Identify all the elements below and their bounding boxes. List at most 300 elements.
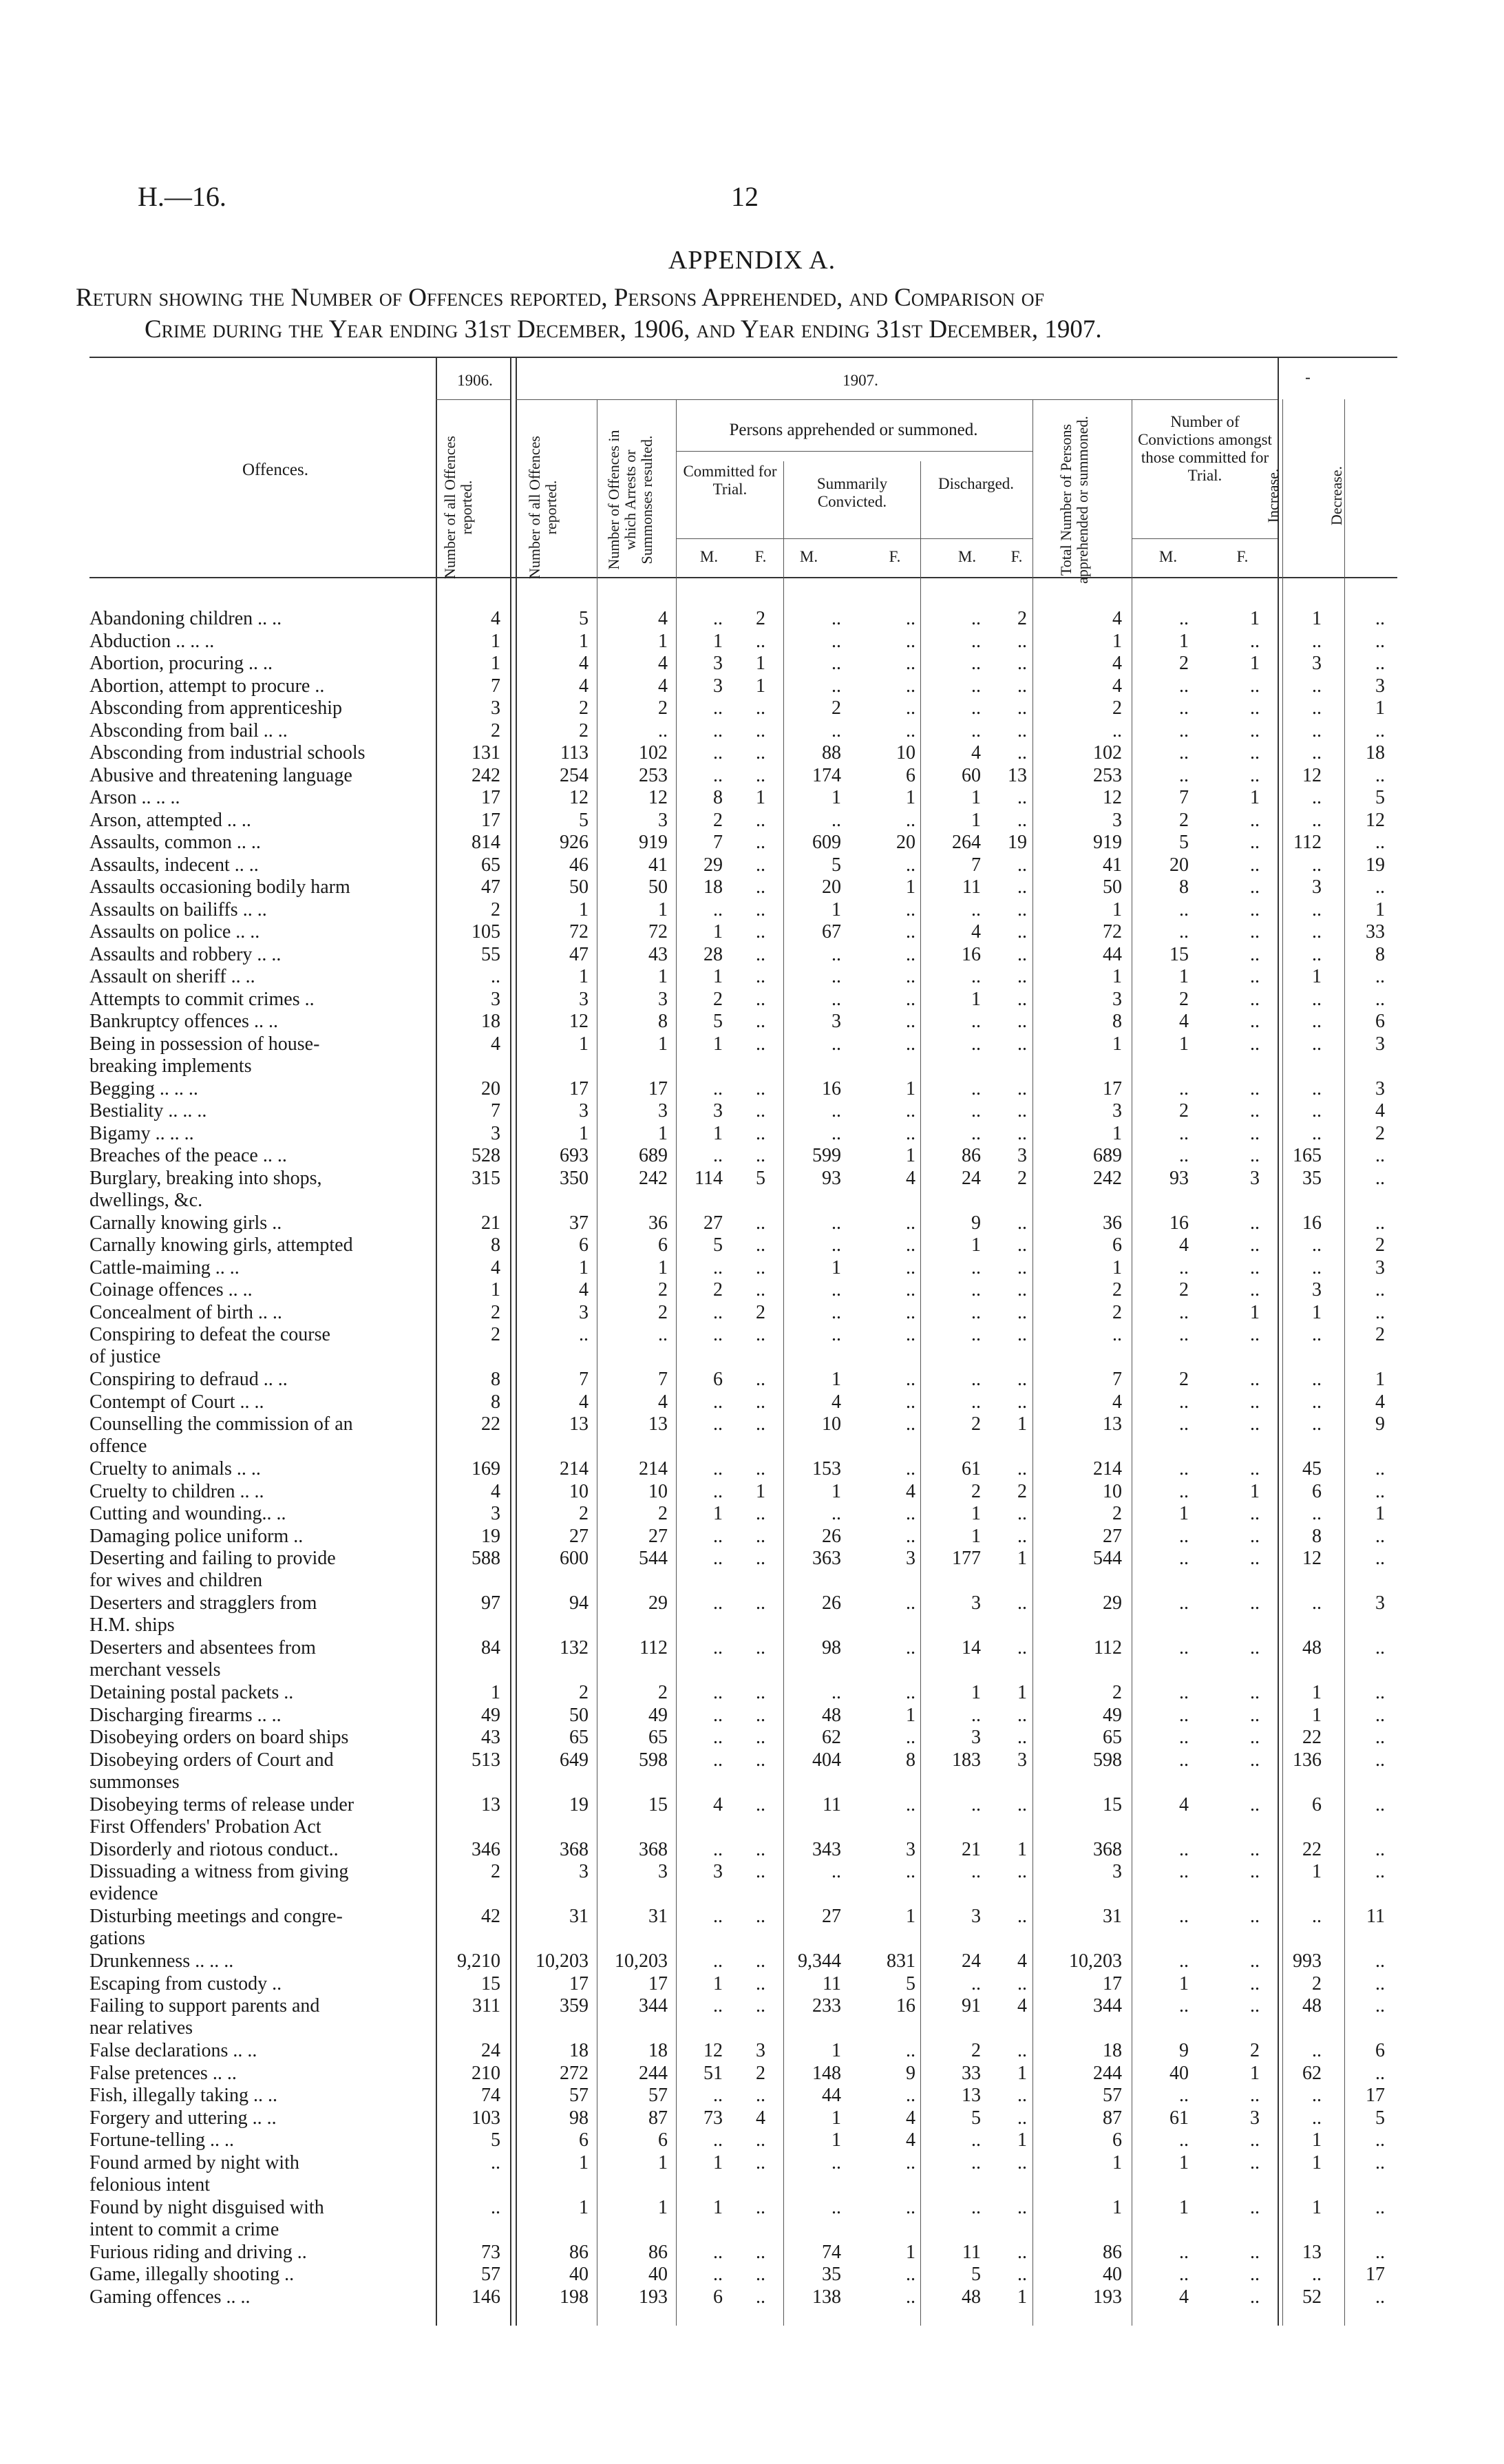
cell-summarily-m: 74 <box>822 2241 841 2263</box>
cell-decrease: 1 <box>1375 1369 1385 1390</box>
cell-convictions-f: .. <box>1250 2129 1260 2151</box>
cell-resulted: 4 <box>658 1391 668 1413</box>
cell-resulted: 10,203 <box>615 1950 668 1972</box>
cell-decrease: .. <box>1375 764 1385 786</box>
cell-decrease: .. <box>1375 1145 1385 1166</box>
offence-name: Assaults on bailiffs .. .. <box>89 898 267 920</box>
cell-discharged-m: 91 <box>962 1995 981 2017</box>
cell-convictions-f: .. <box>1250 1704 1260 1726</box>
cell-summarily-f: .. <box>906 1727 915 1748</box>
cell-summarily-f: 9 <box>906 2062 915 2084</box>
cell-reported-1906: 43 <box>481 1727 500 1748</box>
cell-discharged-m: 4 <box>971 742 981 764</box>
cell-committed-f: .. <box>756 1011 765 1032</box>
cell-reported-1907: 1 <box>579 966 589 987</box>
cell-discharged-m: .. <box>971 1301 981 1323</box>
cell-discharged-f: .. <box>1017 898 1027 920</box>
cell-discharged-m: 7 <box>971 854 981 876</box>
cell-committed-f: .. <box>756 1793 765 1815</box>
cell-discharged-m: 183 <box>952 1749 981 1771</box>
cell-decrease: .. <box>1375 1793 1385 1815</box>
cell-committed-f: 1 <box>756 653 765 674</box>
cell-summarily-f: .. <box>906 1100 915 1122</box>
cell-decrease: .. <box>1375 1727 1385 1748</box>
cell-committed-f: .. <box>756 1682 765 1703</box>
cell-decrease: .. <box>1375 1458 1385 1480</box>
table-row <box>0 832 1504 854</box>
cell-increase: 48 <box>1302 1995 1322 2017</box>
offence-name: Bestiality .. .. .. <box>89 1100 207 1122</box>
offence-name: Found armed by night with felonious intent <box>89 2151 299 2196</box>
cell-convictions-m: .. <box>1179 1548 1189 1569</box>
offence-name: Assaults and robbery .. .. <box>89 943 282 965</box>
cell-increase: 3 <box>1312 1279 1322 1301</box>
cell-reported-1906: 103 <box>472 2107 500 2129</box>
cell-convictions-f: .. <box>1250 2085 1260 2106</box>
table-row <box>0 1727 1504 1749</box>
cell-committed-m: 3 <box>713 1861 723 1882</box>
cell-resulted: 2 <box>658 1301 668 1323</box>
cell-discharged-m: .. <box>971 630 981 652</box>
cell-summarily-m: 16 <box>822 1077 841 1099</box>
cell-decrease: 6 <box>1375 2040 1385 2061</box>
cell-reported-1907: 1 <box>579 630 589 652</box>
cell-discharged-f: .. <box>1017 1234 1027 1256</box>
cell-reported-1906: 2 <box>491 1324 500 1345</box>
table-row <box>0 675 1504 698</box>
cell-convictions-f: .. <box>1250 675 1260 697</box>
cell-convictions-f: .. <box>1250 2241 1260 2263</box>
cell-reported-1906: 7 <box>491 675 500 697</box>
cell-convictions-m: .. <box>1179 675 1189 697</box>
cell-summarily-f: .. <box>906 1033 915 1055</box>
cell-reported-1907: 19 <box>569 1793 589 1815</box>
cell-increase: 1 <box>1312 608 1322 629</box>
cell-total: 29 <box>1103 1592 1122 1614</box>
table-row <box>0 1682 1504 1705</box>
col-persons: Persons apprehended or summoned. <box>729 421 978 439</box>
cell-discharged-m: 24 <box>962 1167 981 1189</box>
cell-convictions-m: 61 <box>1169 2107 1189 2129</box>
cell-committed-f: .. <box>756 2264 765 2285</box>
cell-convictions-f: .. <box>1250 921 1260 943</box>
table-row <box>0 1279 1504 1302</box>
cell-convictions-m: 4 <box>1179 2286 1189 2308</box>
cell-resulted: 1 <box>658 1033 668 1055</box>
cell-discharged-m: 33 <box>962 2062 981 2084</box>
cell-convictions-m: .. <box>1179 2085 1189 2106</box>
cell-committed-m: .. <box>713 2264 723 2285</box>
cell-resulted: 919 <box>639 832 668 853</box>
cell-reported-1907: 6 <box>579 2129 589 2151</box>
cell-reported-1907: 12 <box>569 787 589 808</box>
cell-increase: .. <box>1312 2264 1322 2285</box>
cell-summarily-f: .. <box>906 1234 915 1256</box>
offence-name: Deserters and absentees from merchant vessels <box>89 1637 316 1681</box>
cell-increase: 12 <box>1302 764 1322 786</box>
cell-convictions-m: .. <box>1179 1525 1189 1547</box>
cell-convictions-m: .. <box>1179 697 1189 719</box>
cell-convictions-f: .. <box>1250 966 1260 987</box>
cell-resulted: .. <box>658 719 668 741</box>
cell-summarily-m: 9,344 <box>798 1950 841 1972</box>
committed-f: F. <box>754 548 767 565</box>
cell-reported-1907: 1 <box>579 2151 589 2173</box>
table-row <box>0 899 1504 922</box>
cell-reported-1907: 4 <box>579 675 589 697</box>
cell-resulted: 3 <box>658 1861 668 1882</box>
cell-reported-1907: 86 <box>569 2241 589 2263</box>
sub-rule <box>676 451 1032 452</box>
cell-summarily-m: 44 <box>822 2085 841 2106</box>
cell-committed-f: .. <box>756 1458 765 1480</box>
cell-increase: 3 <box>1312 876 1322 898</box>
cell-discharged-f: 2 <box>1017 1480 1027 1502</box>
table-row <box>0 1705 1504 1727</box>
cell-reported-1907: 17 <box>569 1077 589 1099</box>
cell-committed-f: .. <box>756 1727 765 1748</box>
cell-committed-f: .. <box>756 2151 765 2173</box>
cell-reported-1906: 346 <box>472 1838 500 1860</box>
cell-convictions-f: .. <box>1250 1637 1260 1659</box>
cell-summarily-m: 4 <box>832 1391 841 1413</box>
cell-committed-f: .. <box>756 1413 765 1435</box>
cell-convictions-m: .. <box>1179 921 1189 943</box>
cell-discharged-m: 1 <box>971 1525 981 1547</box>
cell-summarily-m: 153 <box>812 1458 841 1480</box>
cell-reported-1906: 57 <box>481 2264 500 2285</box>
cell-decrease: .. <box>1375 2196 1385 2218</box>
cell-committed-f: .. <box>756 1234 765 1256</box>
cell-increase: 45 <box>1302 1458 1322 1480</box>
cell-total: 12 <box>1103 787 1122 808</box>
cell-committed-m: .. <box>713 1838 723 1860</box>
cell-increase: 35 <box>1302 1167 1322 1189</box>
cell-convictions-f: .. <box>1250 1749 1260 1771</box>
cell-discharged-f: .. <box>1017 2040 1027 2061</box>
cell-convictions-f: .. <box>1250 1727 1260 1748</box>
cell-discharged-f: 1 <box>1017 2062 1027 2084</box>
cell-decrease: .. <box>1375 1525 1385 1547</box>
cell-resulted: 29 <box>648 1592 668 1614</box>
cell-reported-1907: 1 <box>579 2196 589 2218</box>
cell-decrease: .. <box>1375 1995 1385 2017</box>
cell-summarily-f: 5 <box>906 1972 915 1994</box>
offence-name: Counselling the commission of an offence <box>89 1413 353 1457</box>
cell-convictions-m: 1 <box>1179 966 1189 987</box>
cell-convictions-m: .. <box>1179 1592 1189 1614</box>
cell-discharged-f: .. <box>1017 1324 1027 1345</box>
cell-increase: 1 <box>1312 1301 1322 1323</box>
cell-committed-f: 4 <box>756 2107 765 2129</box>
cell-discharged-f: .. <box>1017 1256 1027 1278</box>
cell-summarily-m: .. <box>832 1100 841 1122</box>
cell-discharged-f: .. <box>1017 2196 1027 2218</box>
cell-convictions-m: 2 <box>1179 1100 1189 1122</box>
offence-name: Forgery and uttering .. .. <box>89 2107 277 2129</box>
cell-reported-1906: 528 <box>472 1145 500 1166</box>
cell-convictions-f: 1 <box>1250 2062 1260 2084</box>
cell-discharged-f: .. <box>1017 1458 1027 1480</box>
cell-summarily-m: 11 <box>823 1972 841 1994</box>
cell-total: 1 <box>1112 2151 1122 2173</box>
cell-increase: 1 <box>1312 2151 1322 2173</box>
cell-convictions-f: .. <box>1250 876 1260 898</box>
offence-name: Coinage offences .. .. <box>89 1279 253 1301</box>
cell-reported-1906: 2 <box>491 1861 500 1882</box>
cell-resulted: 49 <box>648 1704 668 1726</box>
col-reported-1906: Number of all Offences reported. <box>441 436 475 579</box>
cell-reported-1907: 50 <box>569 876 589 898</box>
sub-rule <box>516 399 1278 400</box>
cell-total: 368 <box>1093 1838 1122 1860</box>
cell-resulted: 2 <box>658 1279 668 1301</box>
cell-total: 2 <box>1112 1503 1122 1524</box>
cell-discharged-m: .. <box>971 1279 981 1301</box>
cell-total: 50 <box>1103 876 1122 898</box>
cell-committed-m: .. <box>713 1704 723 1726</box>
cell-committed-m: 2 <box>713 1279 723 1301</box>
cell-committed-m: .. <box>713 1077 723 1099</box>
cell-decrease: 3 <box>1375 1592 1385 1614</box>
cell-committed-f: 2 <box>756 608 765 629</box>
cell-reported-1906: 4 <box>491 1033 500 1055</box>
cell-convictions-m: 40 <box>1169 2062 1189 2084</box>
cell-summarily-f: .. <box>906 1324 915 1345</box>
cell-total: 1 <box>1112 1033 1122 1055</box>
table-row <box>0 2286 1504 2309</box>
cell-reported-1906: 65 <box>481 854 500 876</box>
cell-committed-m: 2 <box>713 809 723 831</box>
cell-increase: 112 <box>1293 832 1322 853</box>
cell-convictions-m: 4 <box>1179 1234 1189 1256</box>
cell-resulted: 1 <box>658 2196 668 2218</box>
cell-summarily-m: .. <box>832 2151 841 2173</box>
cell-committed-m: 1 <box>713 966 723 987</box>
table-row <box>0 810 1504 832</box>
cell-reported-1907: 5 <box>579 608 589 629</box>
cell-discharged-f: .. <box>1017 1279 1027 1301</box>
offence-name: Assaults, common .. .. <box>89 832 261 853</box>
cell-summarily-m: .. <box>832 1503 841 1524</box>
discharged-f: F. <box>1010 548 1023 565</box>
cell-convictions-f: 3 <box>1250 1167 1260 1189</box>
cell-reported-1906: 242 <box>472 764 500 786</box>
cell-reported-1907: 2 <box>579 697 589 719</box>
cell-summarily-m: .. <box>832 809 841 831</box>
cell-discharged-f: 2 <box>1017 608 1027 629</box>
cell-resulted: 2 <box>658 697 668 719</box>
cell-reported-1907: 17 <box>569 1972 589 1994</box>
cell-convictions-m: .. <box>1179 898 1189 920</box>
cell-committed-m: 5 <box>713 1011 723 1032</box>
cell-resulted: 40 <box>648 2264 668 2285</box>
cell-committed-f: .. <box>756 697 765 719</box>
cell-committed-f: .. <box>756 898 765 920</box>
cell-committed-m: 4 <box>713 1793 723 1815</box>
cell-summarily-m: .. <box>832 1122 841 1144</box>
cell-committed-f: .. <box>756 1749 765 1771</box>
cell-committed-m: .. <box>713 1548 723 1569</box>
cell-reported-1907: 3 <box>579 1301 589 1323</box>
cell-reported-1907: 649 <box>560 1749 589 1771</box>
table-row <box>0 1637 1504 1682</box>
cell-increase: 22 <box>1302 1838 1322 1860</box>
cell-total: 6 <box>1112 2129 1122 2151</box>
offence-name: Arson .. .. .. <box>89 787 180 808</box>
col-offences-resulted: Number of Offences in which Arrests or Summonses resulted. <box>605 430 655 570</box>
cell-resulted: 65 <box>648 1727 668 1748</box>
cell-increase: .. <box>1312 697 1322 719</box>
cell-total: .. <box>1112 719 1122 741</box>
cell-increase: .. <box>1312 1011 1322 1032</box>
cell-convictions-f: .. <box>1250 630 1260 652</box>
cell-reported-1906: 13 <box>481 1793 500 1815</box>
cell-discharged-f: 1 <box>1017 1682 1027 1703</box>
cell-total: 3 <box>1112 1861 1122 1882</box>
cell-convictions-f: 2 <box>1250 2040 1260 2061</box>
cell-convictions-m: .. <box>1179 1637 1189 1659</box>
cell-convictions-m: 15 <box>1169 943 1189 965</box>
table-row <box>0 1794 1504 1839</box>
cell-resulted: 3 <box>658 1100 668 1122</box>
cell-committed-f: .. <box>756 2085 765 2106</box>
cell-discharged-f: .. <box>1017 675 1027 697</box>
table-row <box>0 653 1504 675</box>
offence-name: False declarations .. .. <box>89 2040 257 2061</box>
table-row <box>0 1861 1504 1906</box>
offence-name: Abandoning children .. .. <box>89 608 282 629</box>
cell-convictions-m: 1 <box>1179 2151 1189 2173</box>
cell-reported-1906: 7 <box>491 1100 500 1122</box>
cell-increase: 16 <box>1302 1212 1322 1234</box>
cell-resulted: 3 <box>658 809 668 831</box>
cell-reported-1906: 105 <box>472 921 500 943</box>
cell-discharged-m: .. <box>971 1011 981 1032</box>
cell-convictions-m: .. <box>1179 1324 1189 1345</box>
table-row <box>0 608 1504 631</box>
cell-summarily-f: .. <box>906 1212 915 1234</box>
cell-resulted: 193 <box>639 2286 668 2308</box>
cell-summarily-m: 3 <box>832 1011 841 1032</box>
offence-name: Disobeying terms of release under First Offenders' Probation Act <box>89 1793 354 1838</box>
cell-reported-1907: 57 <box>569 2085 589 2106</box>
cell-resulted: 598 <box>639 1749 668 1771</box>
cell-discharged-f: .. <box>1017 719 1027 741</box>
cell-increase: 52 <box>1302 2286 1322 2308</box>
cell-decrease: .. <box>1375 1704 1385 1726</box>
cell-committed-f: .. <box>756 1637 765 1659</box>
cell-convictions-m: .. <box>1179 1458 1189 1480</box>
cell-reported-1906: 131 <box>472 742 500 764</box>
cell-convictions-f: .. <box>1250 1906 1260 1927</box>
cell-resulted: 214 <box>639 1458 668 1480</box>
cell-decrease: .. <box>1375 1682 1385 1703</box>
cell-total: 2 <box>1112 697 1122 719</box>
cell-increase: .. <box>1312 675 1322 697</box>
cell-convictions-m: .. <box>1179 1122 1189 1144</box>
offence-name: Found by night disguised with intent to commit a crime <box>89 2196 324 2240</box>
cell-summarily-f: 8 <box>906 1749 915 1771</box>
cell-discharged-f: .. <box>1017 1861 1027 1882</box>
cell-committed-m: .. <box>713 1727 723 1748</box>
cell-committed-m: .. <box>713 1324 723 1345</box>
cell-increase: 2 <box>1312 1972 1322 1994</box>
cell-reported-1906: 3 <box>491 1122 500 1144</box>
cell-decrease: 1 <box>1375 898 1385 920</box>
cell-committed-f: .. <box>756 1324 765 1345</box>
cell-summarily-f: .. <box>906 1503 915 1524</box>
cell-decrease: .. <box>1375 1838 1385 1860</box>
cell-convictions-m: .. <box>1179 1995 1189 2017</box>
cell-reported-1906: 1 <box>491 653 500 674</box>
cell-increase: .. <box>1312 742 1322 764</box>
cell-reported-1906: 22 <box>481 1413 500 1435</box>
cell-total: 27 <box>1103 1525 1122 1547</box>
cell-convictions-f: .. <box>1250 1592 1260 1614</box>
table-row <box>0 1995 1504 2040</box>
cell-committed-m: .. <box>713 1256 723 1278</box>
table-row <box>0 697 1504 720</box>
page-ref: H.—16. <box>138 181 226 212</box>
cell-reported-1907: 3 <box>579 1100 589 1122</box>
cell-resulted: 15 <box>648 1793 668 1815</box>
cell-committed-m: 28 <box>703 943 723 965</box>
cell-summarily-m: .. <box>832 1212 841 1234</box>
offence-name: Being in possession of house- breaking implements <box>89 1033 320 1077</box>
cell-summarily-m: 27 <box>822 1906 841 1927</box>
cell-decrease: .. <box>1375 1212 1385 1234</box>
cell-summarily-m: .. <box>832 2196 841 2218</box>
cell-convictions-f: .. <box>1250 2196 1260 2218</box>
cell-total: 6 <box>1112 1234 1122 1256</box>
col-decrease: Decrease. <box>1328 465 1345 526</box>
cell-committed-m: 29 <box>703 854 723 876</box>
cell-decrease: .. <box>1375 719 1385 741</box>
cell-committed-m: .. <box>713 1995 723 2017</box>
cell-total: 31 <box>1103 1906 1122 1927</box>
cell-summarily-f: 3 <box>906 1548 915 1569</box>
cell-resulted: 17 <box>648 1077 668 1099</box>
cell-discharged-m: 16 <box>962 943 981 965</box>
cell-committed-m: .. <box>713 742 723 764</box>
cell-summarily-m: 88 <box>822 742 841 764</box>
cell-committed-f: .. <box>756 1256 765 1278</box>
cell-increase: .. <box>1312 921 1322 943</box>
cell-committed-m: 5 <box>713 1234 723 1256</box>
cell-discharged-m: 21 <box>962 1838 981 1860</box>
cell-committed-f: 1 <box>756 1480 765 1502</box>
cell-discharged-m: .. <box>971 697 981 719</box>
cell-convictions-f: 1 <box>1250 787 1260 808</box>
table-row <box>0 1123 1504 1146</box>
cell-summarily-m: .. <box>832 719 841 741</box>
cell-convictions-f: .. <box>1250 1011 1260 1032</box>
cell-reported-1906: 315 <box>472 1167 500 1189</box>
cell-committed-f: .. <box>756 1548 765 1569</box>
offence-name: Carnally knowing girls .. <box>89 1212 282 1234</box>
cell-committed-m: .. <box>713 2129 723 2151</box>
cell-summarily-m: 1 <box>832 2040 841 2061</box>
cell-reported-1906: 8 <box>491 1391 500 1413</box>
table-row <box>0 2085 1504 2107</box>
cell-reported-1906: 17 <box>481 809 500 831</box>
cell-convictions-m: 2 <box>1179 653 1189 674</box>
cell-discharged-f: .. <box>1017 1011 1027 1032</box>
cell-committed-m: .. <box>713 1525 723 1547</box>
cell-discharged-m: 2 <box>971 1413 981 1435</box>
col-offences: Offences. <box>242 461 309 479</box>
